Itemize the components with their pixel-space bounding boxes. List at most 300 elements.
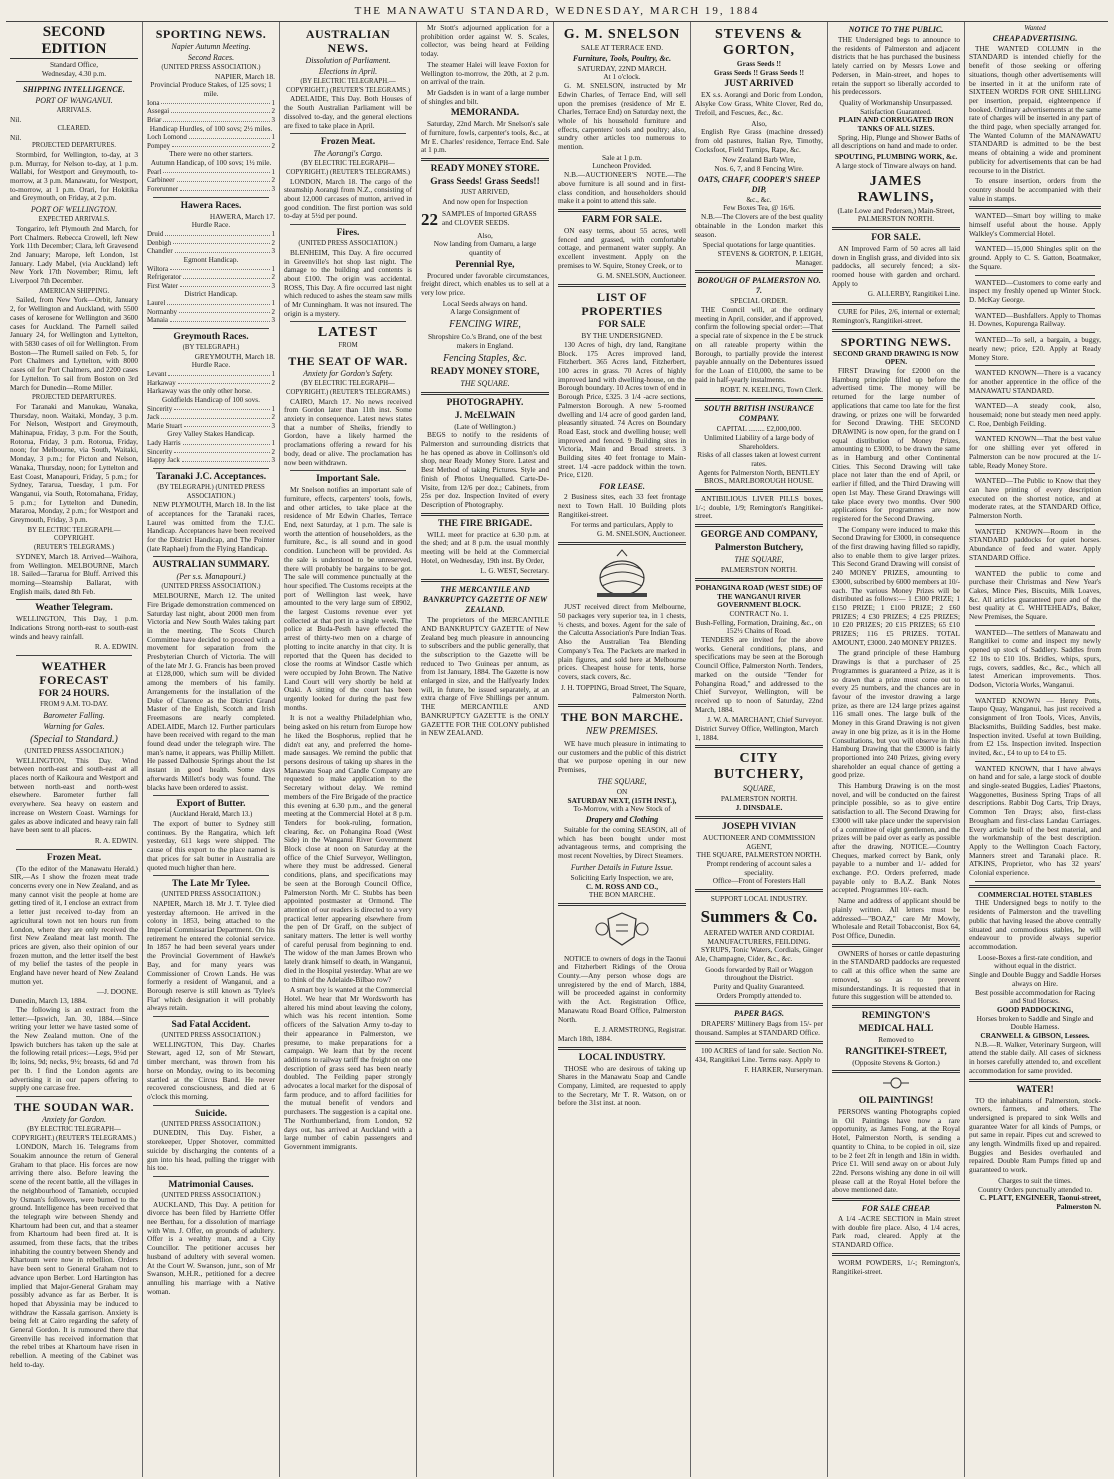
foresters-office: Office—Front of Foresters Hall [712,876,806,886]
summary-src: (UNITED PRESS ASSOCIATION.) [161,583,261,591]
special-standard: (Special to Standard.) [30,733,118,745]
george-pn: PALMERSTON NORTH. [720,565,798,575]
forecast-hours: FOR 24 HOURS. [38,689,110,700]
horse-name: Forerunner [147,185,179,194]
farm-for-sale: FARM FOR SALE. [582,214,662,225]
bon-marche-2: THE BON MARCHE. [588,890,656,900]
order-sign: ROBT. N. KEELING, Town Clerk. [720,385,823,395]
placing: 1 [271,369,275,378]
local-industry-heading: LOCAL INDUSTRY. [578,1052,666,1063]
land-for-sale: 100 ACRES of land for sale. Section No. 434, Rangitikei Line. Terms easy. Apply to [695,1045,823,1064]
cable-src: (REUTER'S TELEGRAMS.) [33,544,115,552]
results-goldfields [147,405,275,431]
special-src: (UNITED PRESS ASSOCIATION.) [24,747,124,755]
greymouth-src: (BY TELEGRAPH.) [182,343,240,351]
placing: 1 [271,264,275,273]
weather-sign: R. A. EDWIN. [94,642,138,652]
fires-heading: Fires. [336,228,360,239]
oats-chaff: OATS, CHAFF, COOPER'S SHEEP DIP, [698,174,820,194]
stables-text: THE Undersigned begs to notify to the residents of Palmerston and the travelling public that having leased the above centrally situated and commodious stables, he will endeavour to provide always superior accommodation. [969,898,1101,951]
horses-broken: Horses broken to Saddle and Single and Double Harness. [976,1013,1094,1032]
tenders-sign: J. W. A. MARCHANT, Chief Surveyor. [707,715,823,725]
the-square: THE SQUARE. [460,378,510,388]
rawlins-address: (Late Lowe and Pedersen,) Main-Street, PALMERSTON NORTH. [837,205,955,224]
matrimonial-src: (UNITED PRESS ASSOCIATION.) [161,1191,261,1199]
placing: 3 [271,421,275,430]
placing: 3 [271,281,275,290]
purity: Purity and Quality Guaranteed. [713,982,805,992]
race-result-row [147,405,275,414]
local-news-text-2: A smart boy is wanted at the Commercial Hotel. We hear that Mr Wordsworth has altered his mind about leaving the colony, which was his recent intention. Some officers of the Salvation Army to-day to their appearance in Palmerston, we presume, to make preparations for a campaign. We learn that by the recent additions to railway tariff the freight on one description of grass seed has been nearly doubled. The Feilding paper strongly advocates a local market for the disposal of farm produce, and to afford facilities for the mutual benefit of vendors and purchasers. The suggestion is a capital one. The Northumberland, from London, 92 days out, has arrived at Auckland with a large number of cabin passengers and Government immigrants. [284,985,412,1151]
rye-text: Procured under favorable circumstances, freight direct, which enables us to sell at a very low price. [421,270,549,298]
beehive-illustration [558,548,686,601]
cure-piles: CURE for Piles, 2/6, internal or external; Remington's, Rangitikei-street. [832,307,960,325]
liver-pills: ANTIBILIOUS LIVER PILLS boxes, 1/-; double, 1/9; Remington's Rangitikei-street. [695,494,823,521]
horse-name: Denbigh [147,238,172,247]
column-6 [691,22,828,1477]
horse-name: Pompey [147,141,170,150]
anxiety-gordon: Anxiety for Gordon. [42,1114,106,1124]
taranaki-text: NEW PLYMOUTH, March 18. In the list of acceptances for the Taranaki races, Laurel was omitted from the T.J.C. Handicap. Acceptances have been received for the District Handicap, and The Pointer (late Raphael) from the Flying Handicap. [147,500,275,553]
arrived-text: EX s.s. Aorangi and Doric from London, Alsyke Cow Grass, White Clover, Red do, Trefoil, and Fescues, &c., &c. [695,90,823,117]
horse-name: Briar [147,116,162,124]
james-rawlins: JAMES RAWLINS, [857,173,935,205]
special-quotes: Special quotations for large quantities. [702,240,816,250]
tinware: A large stock of Tinware always on hand. [835,160,957,170]
farm-sign: G. M. SNELSON, Auctioneer. [597,271,686,281]
race-result-row [147,239,275,248]
race-result-row [147,265,275,274]
departures-label: PROJECTED DEPARTURES. [32,142,116,150]
australian-text: ADELAIDE, This Day. Both Houses of the South Australian Parliament will be dissolved to-day, and the general elections are fixed to take place in April. [284,94,412,130]
race-result-row [147,133,275,142]
vivian-square: THE SQUARE, PALMERSTON NORTH. [696,850,822,860]
terms-sign: G. M. SNELSON, Auctioneer. [597,528,686,538]
soudan-src: (BY ELECTRIC TELEGRAPH—COPYRIGHT.) (REUTER'S TELEGRAMS.) [11,1125,137,1142]
column-4 [417,22,554,1477]
results-grey-hurdle [147,370,275,387]
water-text: TO the inhabitants of Palmerston, stock-owners, farmers, and others. The undersigned is prepared to sink Wells and guarantee Water for all kinds of Pumps, or put same in repair. Pipes cut and screwed to any length. Windmills fixed up and repaired. Buggies and Besides overhauled and repaired. Double Ram Pumps fitted up and guaranteed to work. [969,1095,1101,1175]
workmanship: Quality of Workmanship Unsurpassed. [839,97,953,107]
mcelwain-name: J. McELWAIN [454,410,516,421]
butter-src: (Auckland Herald, March 13.) [169,811,253,819]
city-pn: PALMERSTON NORTH. [720,794,798,804]
ensure-insertion: To ensure insertion, orders from the country should be accompanied with their value in stamps. [969,176,1101,203]
weather-text: WELLINGTON, This Day, 1 p.m. Indications Strong north-east to south-east winds and heavy rainfall. [10,614,138,641]
nz-barb: New Zealand Barb Wire, [722,155,796,165]
palette-ornament [832,1076,960,1093]
horse-name: Pearl [147,167,162,176]
south-british: SOUTH BRITISH INSURANCE COMPANY. [704,404,814,424]
from-label: FROM [338,342,358,350]
tenders-office: District Survey Office, Wellington, March 1, 1884. [695,724,819,742]
city-square: SQUARE, [742,784,776,794]
race-result-row [147,456,275,465]
results-hawera-hurdle [147,230,275,256]
just-arrived: JUST ARRIVED, [460,189,510,197]
fires-src: (UNITED PRESS ASSOCIATION.) [298,240,398,248]
race-result-row [147,448,275,457]
memoranda-heading: MEMORANDA. [450,108,520,119]
horse-name: First Water [147,281,178,290]
contract-no: CONTRACT No. 1. [729,608,789,618]
mercantile-heading: THE MERCANTILE AND BANKRUPTCY GAZETTE OF NEW ZEALAND. [422,585,548,615]
stott-application: Mr Stott's adjourned application for a prohibition order against W. S. Scales, collector, was being heard at Feilding today. [421,23,549,59]
wanted-ad: WANTED KNOWN—There is a vacancy for another apprentice in the office of the MANAWATU STANDARD. [969,368,1101,395]
wanted-ad: WANTED—Smart boy willing to make himself useful about the house. Apply Walkley's Commercial Hotel. [969,211,1101,238]
elections: Elections in April. [318,67,378,76]
arrivals-nil: Nil. [10,115,22,125]
napier-src: (UNITED PRESS ASSOCIATION.) [161,64,261,71]
clovers-note: N.B.—The Clovers are of the best quality obtainable in the London market this season. [695,212,823,239]
sale-text: G. M. SNELSON, instructed by Mr Edwin Charles, of Terrace End, will sell upon the premises (residence of Mr E. Charles, Terrace End) on Saturday next, the whole of his household furniture and effects, carpenters' tools and poultry; also, sundry other articles too numerous to mention. [558,81,686,152]
napier-meeting: Napier Autumn Meeting. [171,42,251,51]
projected-text: For Taranaki and Manukau, Wanaka, Thursday, noon. Waitaki, Monday, 3 p.m. For Nelson, Westport and Greymouth, Mahinapua, Friday, 3 p.m. For the South, Rotorua, Friday, 3 p.m. Rotorua, Friday, noon; for Melbourne, via South, Waitaki, Monday, 3 p.m.; for Picton and Nelson, Wanaka, Thursday, noon; for Lyttelton and East Coast, Manapouri, Friday, 5 p.m.; for Sydney, Tararua, Tuesday, 1 p.m. For Wanganui, via South, Rotomahana, Friday, 5 p.m.; for Lyttelton and Dunedin, Mararoa, Monday, 2 p.m.; for Westport and Greymouth, Friday, 3 p.m. [10,401,138,525]
column-2 [143,22,280,1477]
wanted-ad: WANTED KNOWN—Room in the STANDARD paddocks for quiet horses. Abundance of feed and water. Apply STANDARD Office. [969,526,1101,562]
horse-name: Harkaway [147,378,176,387]
tylee-heading: The Late Mr Tylee. [171,879,251,890]
suicide-heading: Suicide. [195,1108,227,1119]
results-provincial [147,99,275,125]
placing: 2 [271,378,275,387]
column-1 [6,22,143,1477]
wanted-ad: WANTED—The settlers of Manawatu and Rangitikei to come and inspect my newly opened up stock of Saddlery. Saddles from £2 10s to £10 10s. Bridles, whips, spurs, rugs, covers, saddles, &c., &c., which all latest American improvements. Thos. Dodson, Victoria Works, Wanganui. [969,627,1101,689]
english-rye: English Rye Grass (machine dressed) from old pastures, Italian Rye, Timothy, Cocksfoot, Field Turnips, Rape, &c. [695,127,823,154]
spouting: SPOUTING, PLUMBING WORK, &c. [834,152,958,162]
auctioneer-note: N.B.—AUCTIONEER'S NOTE.—The above furniture is all sound and in first-class condition, and householders should make it a point to attend this sale. [558,170,686,206]
further-details: Further Details in Future Issue. [570,862,674,872]
tylee-src: (UNITED PRESS ASSOCIATION.) [161,891,261,899]
placing: 2 [271,307,275,316]
risks: Risks of all classes taken at lowest current rates. [697,450,821,468]
masthead: THE MANAWATU STANDARD, WEDNESDAY, MARCH 19, 1884 [6,4,1108,22]
insurance-agents: Agents for Palmerston North, BENTLEY BROS., MARLBOROUGH HOUSE. [698,467,820,486]
photography-heading: PHOTOGRAPHY. [446,397,524,408]
for-sale-heading: FOR SALE. [871,232,921,243]
notice-public-text: THE Undersigned begs to announce to the residents of Palmerston and adjacent districts that he has purchased the business lately carried on by Messrs Lowe and Pedersen, in Main-street, and hopes to retain the support so liberally accorded to his predecessors. [832,35,960,97]
war-src: (BY ELECTRIC TELEGRAPH—COPYRIGHT.) (REUTER'S TELEGRAMS.) [285,380,411,396]
gadsden-notice: Mr Gadsden is in want of a large number of shingles and bilt. [421,87,549,106]
placing: 1 [271,439,275,448]
placing: 1 [271,98,275,107]
race-result-row [147,370,275,379]
placing: 2 [271,141,275,150]
fatal-text: WELLINGTON, This Day. Charles Stewart, aged 12, son of Mr Stewart, timber merchant, was thrown from his horse on Monday, owing to its becoming startled at the Circus Band. He never recovered consciousness, and died at 6 o'clock this morning. [147,1039,275,1101]
charges: Charges to suit the times. [998,1175,1072,1185]
dinsdale: J. DINSDALE. [735,803,783,813]
prompt-rendering: Prompt rendering of account sales a speciality. [706,859,812,877]
terms-text: For terms and particulars, Apply to [570,520,674,530]
district-handicap: District Handicap. [184,289,238,299]
harker-sign: F. HARKER, Nurseryman. [744,1065,823,1075]
placing: 3 [271,185,275,194]
oil-paintings: OIL PAINTINGS! [858,1096,934,1107]
stevens-gorton: STEVENS & GORTON, [715,27,803,58]
placing: 1 [271,404,275,413]
second-races: Second Races. [187,53,235,62]
frozen-sign: —J. DOONE. [96,987,138,997]
australian-summary-heading: AUSTRALIAN SUMMARY. [152,560,270,571]
wanted-ad: WANTED KNOWN — Henry Potts, Taupo Quay, Wanganui, has just received a consignment of Iron Tools, Vices, Anvils, Blacksmiths, Building Saddles, best make. Inspection invited. Useful at town Building, from £2 15s. Inspection invited. Inspection invited, &c., £4 to up to £4 to £5. [969,695,1101,757]
cranwell-gibson: CRANWELL & GIBSON, Lessees. [980,1031,1090,1041]
grass-seeds-2: Grass Seeds !! Grass Seeds !! [713,67,805,77]
loose-boxes: Loose-Boxes a first-rate condition, and without equal in the district. [977,952,1093,971]
race-result-row [147,185,275,194]
fires-text: BLENHEIM, This Day. A fire occurred in Greenville's hot shop last night. The damage to the building and contents is about £100. The origin was accidental. ROSS, This Day. A fire occurred last night which reduced to ashes the steam saw mills of Mr Cunningham. It was not insured. The origin is a mystery. [284,247,412,318]
placing: 2 [271,107,275,116]
for-sale-text: AN Improved Farm of 50 acres all laid down in English grass, and divided into six paddocks, all securely fenced; a six-roomed house with garden and orchard. Apply to [832,243,960,288]
soudan-heading: THE SOUDAN WAR. [13,1099,135,1114]
owners-notice: OWNERS of horses or cattle depasturing in the STANDARD paddocks are requested to call at this office when the same are removed, so as to prevent misunderstandings. It is requested that in future this suggestion will be attended to. [832,948,960,1002]
topping-sign: J. H. TOPPING, Broad Street, The Square, Palmerston North. [560,682,686,701]
george-square: THE SQUARE, [734,555,784,565]
important-sale-heading: Important Sale. [316,474,380,485]
syrups-text: SYRUPS, Tonic Waters, Cordials, Ginger Ale, Champagne, Cider, &c., &c. [695,945,823,963]
drapery-clothing: Drapery and Clothing [585,815,659,824]
horse-name: Levant [147,369,167,378]
barometer: Barometer Falling. [43,710,105,720]
samples-count: 22 [421,209,438,229]
second-drawing: SECOND GRAND DRAWING IS NOW OPEN. [833,348,959,367]
race-result-row [147,107,275,116]
placing: 1 [271,133,275,142]
cleared-label: CLEARED. [57,124,91,132]
fencing-nos: Nos. 6, 7, and 8 Fencing Wire. [714,164,804,174]
best-accommodation: Best possible accommodation for Racing and Stud Horses. [975,987,1095,1006]
for-lease: FOR LEASE. [599,482,645,492]
bon-text-2: Suitable for the coming SEASON, all of which has been bought under most advantageous terms, and comprising the most recent Novelties, by Direct Steamers. [558,825,686,861]
butter-heading: Export of Butter. [176,799,246,810]
drawing-text: FIRST Drawing for £2000 on the Hamburg principle filled up before the advertised time. The money will be returned for the large number of applications that came too late for the first drawing, or prizes one will be forwarded for Second Drawing. THE SECOND DRAWING is now open, for the grand on I equal distribution of Money Prizes, amounting to £3000, to be drawn the same as in Hamburg and other Continental Cities. This Second Drawing will take place not later than the end of April, or earlier if filled, and the Third Drawing will open 1st May. These Grand Drawings will take place every two months. Over 900 applications for programmes are now registered for the Second Drawing. [832,365,960,523]
capital: CAPITAL ......... £2,000,000. [716,424,802,434]
suicide-text: DUNEDIN, This Day. Fisher, a storekeeper, Upper Shotover, committed suicide by discharging the contents of a gun into his head, pulling the trigger with his toe. [147,1128,275,1173]
oil-text: PERSONS wanting Photographs copied in Oil Paintings have now a rare opportunity, as James Fong, at the Royal Hotel, Palmerston North, is sending a quantity to China, to be copied in oil, size to be 2 feet 2ft in length and 18in in width. Price £1. Will send away on or about July 22nd. Persons wishing any done in oil will please call at the Royal Hotel before the above mentioned date. [832,1107,960,1195]
forecast-from: FROM 9 A.M. TO-DAY. [40,701,108,709]
properties-for-sale: FOR SALE [598,320,646,331]
medical-hall: MEDICAL HALL [858,1023,934,1034]
fire-brigade-text: WILL meet for practice at 6.30 p.m. at the shed; and at 8 p.m. the usual monthly meeting will be held at the Commercial Hotel, on Wednesday, 19th inst. By Order, [421,529,549,565]
bush-felling: Bush-Felling, Formation, Draining, &c., on 152½ Chains of Road. [695,617,823,636]
also-1: Also, [477,230,493,240]
results-district [147,299,275,325]
horse-name: Sincerity [147,404,173,413]
butter-text: The export of butter to Sydney still continues. By the Rangatira, which left yesterday, 611 kegs were shipped. The cause of this export to the place named is that prices for salt butter in Australia are quoted much higher than here. [147,819,275,872]
mercantile-text: The proprietors of the MERCANTILE AND BANKRUPTCY GAZETTE of New Zealand beg much pleasure in announcing to subscribers and the public generally, that the subscription to the Gazette will be reduced to Two Guineas per annum, as from 1st January, 1884. The Gazette is now enlarged in size, and the Halfyearly Index will, in future, be issued separately, at an extra charge of Five Shillings per annum. THE MERCANTILE AND BANKRUPTCY GAZETTE is the ONLY GAZETTE FOR THE COLONY published in NEW ZEALAND. [421,615,549,738]
wanted-ad: WANTED—To sell, a bargain, a buggy, nearly new; price, £20. Apply at Ready Money Store. [969,335,1101,362]
fencing-staples: Fencing Staples, &c. [443,352,527,364]
placing: 2 [271,238,275,247]
race-result-row [147,176,275,185]
oats-etc: &c., &c. [746,194,772,204]
cm-ross: C. M. ROSS AND CO., [585,881,659,891]
american-label: AMERICAN SHIPPING. [38,287,110,295]
horse-name: Normanby [147,307,177,316]
wanted-ad: WANTED—Bushfallers. Apply to Thomas H. Downes, Kopurenga Railway. [969,310,1101,329]
remington: REMINGTON'S [861,1010,931,1021]
bon-on: ON [616,786,628,796]
drapers-bags: DRAPERS' Millinery Bags from 15/- per thousand. Samples at STANDARD Office. [695,1019,823,1038]
cleared-nil: Nil. [10,132,22,142]
matrimonial-heading: Matrimonial Causes. [168,1179,254,1190]
hawera-heading: Hawera Races. [180,200,242,211]
support-local: SUPPORT LOCAL INDUSTRY. [710,894,808,904]
special-text: WELLINGTON, This Day. Wind between north-east and south-east at all places north of Kaikoura and Westport and between north-east and north-west elsewhere. Barometer further fall everywhere. Sea heavy on eastern and increase on Western Coast. Warnings for gales as above indicated and heavy rain fall have been sent to all places. [10,755,138,835]
auctioneer-agent: AUCTIONEER AND COMMISSION AGENT, [702,832,816,851]
sale-saturday: SATURDAY, 22ND MARCH. [577,63,667,73]
results-hurdles [147,133,275,150]
weather-heading: Weather Telegram. [35,603,113,614]
wanted-ad: WANTED KNOWN, that I have always on hand and for sale, a large stock of double and single-seated Buggies, Ladies' Phaetons, Waggonettes, Business Spring Traps of all descriptions. Rabbit Dog Carts, Trip Drays, Common Ten Drays; also, first-class Brougham and first-class Landau Carriages. Every article built of the best material, and the workmanship of the best description. Apply to the Wellington Coach Factory, Manners street and Taranaki place. R. ATKINS, Proprietor, who has 32 years' Colonial experience. [969,763,1101,878]
greymouth-heading: Greymouth Races. [173,331,249,342]
seat-of-war: THE SEAT OF WAR. [288,354,408,369]
tea-text: JUST received direct from Melbourne, 50 packages very superior tea, in 1 chests, ½ chests, and boxes. Agent for the sale of the Calcutta Association's Pure Indian Teas. Also the Australian Tea Blending Company's Tea. The Packets are marked in plain figures, and sold here at Melbourne prices. Cheapest house for tents, horse covers, stack covers, &c. [558,602,686,681]
australian-news-heading: AUSTRALIAN NEWS. [305,27,391,55]
cheap-advertising: CHEAP ADVERTISING. [992,33,1078,43]
australian-src: (BY ELECTRIC TELEGRAPH.—COPYRIGHT.) (REUTER'S TELEGRAMS.) [285,78,411,94]
fatal-src: (UNITED PRESS ASSOCIATION.) [161,1032,261,1040]
horse-name: Loch Lomond [147,133,187,142]
dissolution: Dissolution of Parliament. [305,56,391,65]
special-order-text: THE Council will, at the ordinary meeting in April, consider, and if approved, confirm the following special order:—That a special rate of sixpence in the £ be struck on all rateable property within the Borough, to partially provide the interest payable annually on the Debentures issued for the Loan of £10,000, the same to be paid in half-yearly instalments. [695,305,823,384]
napier-dateline: NAPIER, March 18. [215,71,275,81]
suicide-src: (UNITED PRESS ASSOCIATION.) [161,1120,261,1128]
horse-name: Druid [147,230,164,239]
horse-name: Happy Jack [147,456,180,465]
properties-list: 130 Acres of high, dry land, Rangitane Block. 175 Acres improved land, Fitzherbert. 365 Acres land, Fitzherbert, 100 acres in grass. 70 Acres of highly improved land with dwelling-house, on the Borough boundary. 10 Acres town of end in Borough Price, £325. 3 1/4 -acre sections, Palmerston Borough. A new 5-roomed dwelling and 1/4 acre of good garden land, pleasantly situated. 74 Acres on Boundary Road East, stock and dwelling house; well improved and fenced. 9 Building sites in Victoria, Main and Broad streets. 3 Building sites 40 feet frontage to Main-street. 1/4 -acre paddock within the town. Price, £120. [558,339,687,480]
bon-square: THE SQUARE, [597,776,647,786]
soudan-text: LONDON, March 16. Telegrams from Souakim announce the return of General Graham to that place. His forces are now arriving there also. Before leaving the scene of the recent battle, all the villages in the neighbourhood of Tamanieb, occupied by Osman's followers, were burned to the ground. Intelligence has been received that the telegraph wire between Shendy and Khartoum had been cut, and that a steamer from Khartoum had been fired at. It is assumed, from these facts, that the tribes inhabiting the country between Shendy and Khartoum were now in rebellion. Orders have been sent to General Graham not to advance upon Berber. Lord Hartington has implied that Major-General Graham may possibly advance as far as Berber. It is hoped that Abyssinia may be induced to withdraw the Kassala garrison. Anxiety is being felt at Cairo regarding the safety of General Gordon. It is rumoured there that Greenville has received information that the rebel tribes at Khartoum have risen in rebellion. A meeting of the Cabinet was held to-day. [10,1142,138,1369]
bon-text: WE have much pleasure in intimating to our customers and the public of this district that we purpose opening in our new Premises, [558,739,686,775]
drawing-text-2: The Company were induced to make this Second Drawing for £3000, in consequence of the first drawing having filled so rapidly, also to enable them to give larger prizes. This Second Grand Drawing will consist of 240 MONEY PRIZES, amounting to £3000, subscribed by 6000 members at 10/- each. The various Money Prizes will be distributed as follows:— 1 £300 PRIZE; 1 £150 PRIZE; 1 £100 PRIZE; 2 £60 PRIZES; 4 £30 PRIZES; 4 £25 PRIZES; 10 £20 PRIZES; 20 £15 PRIZES; 65 £10 PRIZES; 116 £5 PRIZES. TOTAL AMOUNT, £3000. 240 MONEY PRIZES. [832,524,960,647]
results-grey-valley [147,439,275,465]
grass-seeds-1: Grass Seeds !! [736,59,782,68]
lease-text: 2 Business sites, each 33 feet frontage next to Town Hall. 10 Building plots Rangitikei-street. [558,492,686,519]
summary-text: MELBOURNE, March 12. The united Fire Brigade demonstration commenced on Saturday last night, about 2000 men from Victoria and New South Wales taking part in the meeting. The Scots Church Committee have decided to proceed with a movement for separation from the Presbyterian Church of Victoria. The will of the late Mr J. G. Francis has been proved at £128,000, which sum will be divided among the members of his family. Arrangements for the installation of the Duke of Clarence as the District Grand Master of the English, Scotch and Irish Freemasons are nearly completed. ADELAIDE, March 12. Further particulars have been received with regard to the man found dead under the telegraph wire. The man's name, it appears, was Phillip Millett. He passed Dalhousie Springs about the 1st instant in good health. Some days afterwards Millett's body was found. The blacks have been ordered to assist. [147,591,275,792]
placing: 2 [271,413,275,422]
shropshire-brand: Shropshire Co.'s Brand, one of the best makers in England. [428,332,542,350]
results-autumn [147,168,275,194]
sale-terrace-end: SALE AT TERRACE END. [580,43,664,52]
unlimited: Unlimited Liability of a large body of Shareholders. [703,432,815,451]
country-orders: Country Orders punctually attended to. [977,1184,1093,1194]
race-result-row [147,439,275,448]
american-text: Sailed, from New York—Orbit, January 2, for Wellington and Auckland, with 5500 cases of kerosene for Wellington and 3600 cases for Auckland. The Parnell sailed January 24, for Wellington and Lyttelton, with 5830 cases of oil for Wellington. From Boston—The Rumell sailed on Feb. 5, for Port Chalmers and Lyttelton, with 8000 cases oil for Port Chalmers, and 2200 cases for Lyttelton. To sail from Boston on 3rd March for Dunedin—Rome Miller. [10,295,138,392]
boxes-tea: Few Boxes Tea, @ 16/6. [723,203,795,213]
race-result-row [147,273,275,282]
single-double: Single and Double Buggy and Saddle Horses always on Hire. [969,970,1101,988]
frozen-text-2: The following is an extract from the letter:—Ipswich, Jan. 30, 1884.—Since writing your letter we have tasted some of the New Zealand mutton. One of the Ipswich butchers has taken up the sale at the following retail prices:—Legs, 9½d per lb; loins, 9d; necks, 9½; breasts, 6d and 7d per lb. I find the London agents are advertising it in our papers offering to supply one carcase free. [10,1004,138,1093]
baths-text: Spring, Hip, Plunge and Shower Baths of all descriptions on hand and made to order. [832,132,960,151]
column-5 [554,22,691,1477]
wanted-column-text: THE WANTED COLUMN in the STANDARD is intended chiefly for the benefit of those seeking or offering situations, though other advertisements will be inserted in it at the uniform rate of SIXTEEN WORDS FOR ONE SHILLING per insertion, prepaid, eighteenpence if booked. Ordinary advertisements at the same rate of charges will be inserted in any part of the third page, when specially arranged for. The Wanted Column of the MANAWATU STANDARD is admitted to be the best means of obtaining a wide and prominent publicity for advertisements that can be had recourse to in the District. [969,43,1101,175]
edition-title: SECOND EDITION [10,24,138,59]
tenders-text: TENDERS are invited for the above works. General conditions, plans, and specifications may be seen at the Borough Council Office, Palmerston North. Tenders, marked on the outside "Tender for Pohangina Road," and addressed to the Chief Surveyor, Wellington, will be received up to noon of Saturday, 22nd March, 1884. [695,635,823,714]
greymouth-date: GREYMOUTH, March 18. [194,351,275,361]
opposite: (Opposite Stevens & Gorton.) [852,1057,940,1067]
coat-of-arms-emblem [558,909,686,952]
taranaki-heading: Taranaki J.C. Acceptances. [155,471,267,482]
drawing-text-4: This Hamburg Drawing is on the most novel, and will be conducted on the fairest principle possible, so as to give entire satisfaction to all. The Second Drawing for £3000 will take place under the supervision of a committee of eight gentlemen, and the prizes will be paid over as early as possible after the drawing. NOTICE.—Country Cheques, marked correct by Bank, only payable to a number and 1/- added for exchange. P.O. Orders preferred, made payable only to B.A.Z. Bank Notes accepted. Programmes 10/- each. [832,781,960,895]
goods-forwarded: Goods forwarded by Rail or Waggon throughout the District. [705,964,813,983]
wanted-ad: WANTED—A steady cook, also, housemaid; none but steady men need apply. C. Roe, Denbigh Feilding. [969,401,1101,428]
open-inspection: And now open for Inspection [442,196,528,206]
latest-heading: LATEST [317,325,379,341]
cheap-text: A 1/4 -ACRE SECTION in Main street with double fire place. Also, 4 1/4 acres, Park road, cleared. Apply at the STANDARD Office. [832,1214,960,1250]
special-order: SPECIAL ORDER. [730,296,788,306]
just-arrived-heading: JUST ARRIVED [724,79,794,90]
grey-valley-stakes: Grey Valley Stakes Handicap. [167,429,255,439]
fatal-heading: Sad Fatal Accident. [171,1020,251,1031]
tylee-text: NAPIER, March 18. Mr J. T. Tylee died yesterday afternoon. He arrived in the colony in 1853, being attached to the Imperial Commissariat Department. On his retirement he entered the colonial service. In 1857 he had been several years under the Provincial Government of Hawke's Bay, and for many years was Commissioner of Crown Lands. He was formerly a resident of Wanganui, and a Borough reserve is still known as 'Tylee's Flat' which designation it will probably always retain. [147,898,275,1013]
placing: 3 [271,316,275,325]
local-industry-text: THOSE who are desirous of taking up Shares in the Manawatu Soap and Candle Company, Limited, are requested to apply to the Secretary, Mr T. R. Watson, on or before the 31st inst. at noon. [558,1063,686,1108]
placing: 3 [271,456,275,465]
hurdle-race: Hurdle Race. [191,220,231,230]
expected-text: Tongariro, left Plymouth 2nd March, for Port Chalmers. Rebecca Crowell, left New York 11th December; Clara, left Gravesend 2nd January; Marope, left London, 1st January. Lady Mabel, (via Auckland) left New York 17th November; Rimu, left Liverpool 7th December. [10,223,138,286]
column-3 [280,22,417,1477]
good-paddocking: GOOD PADDOCKING, [996,1004,1074,1014]
local-seeds: Local Seeds always on hand. [442,298,528,308]
war-text: CAIRO, March 17. No news received from Gordon later than 11th inst. Some anxiety in consequence. Latest news states that a number of Sheiks, friendly to Gordon, have a likely harmed the proclamations offering a reward for his body, dead or alive. The proclamation has now been withdrawn. [284,396,412,467]
handicap-hurdles: Handicap Hurdles, of 100 sovs; 2½ miles. [149,123,273,133]
horse-name: Wiltora [147,264,169,273]
expected-label: EXPECTED ARRIVALS. [38,216,110,224]
stevens-sign: STEVENS & GORTON, P. LEIGH, Manager. [717,248,823,267]
local-news-text: It is not a wealthy Philadelphian who, being asked on his return from Europe how he liked the Bosphorus, replied that he didn't eat any, and preferred the home-made sausages. We remind the public that persons desirous of taking up shares in the Manawatu Soap and Candle Company are requested to make application to the Secretary without delay. We remind members of the Fire Brigade of the practice this evening at 6.30 p.m., and the general meeting at the Commercial Hotel at 8 p.m. Tenders for book-ruling, formation, clearing, &c. on Pohangina Road (West Side) in the Wanganui River Government Block close at noon on Saturday at the office of the Chief Surveyor, Wellington, where they must be addressed. General conditions, plans, and specifications may be seen at the Borough Council Office, Palmerston North. Mr C. Stubbs has been appointed postmaster at Ormond. The attention of our readers is directed to a very practical letter appearing elsewhere from the pen of Dr Graff, on the subject of sanitary matters. The letter is well worthy of careful perusal from beginning to end. The widow of the man James Brown who lately drank himself to death, in Wanganui, died in the Hospital yesterday. What are we to think of the Adelaide-Bilbao row? [284,713,412,984]
placing: 3 [271,247,275,256]
aerated-water: AERATED WATER AND CORDIAL MANUFACTURERS, FEILDING. [703,927,815,946]
satisfaction: Satisfaction Guaranteed. [860,106,932,116]
autumn-handicap: Autumn Handicap, of 100 sovs; 1½ mile. [150,158,272,168]
water-heading: WATER! [1016,1084,1054,1095]
horse-name: Chandler [147,247,173,256]
wanted-ad: WANTED—The Public to Know that they can have printing of every description executed on the shortest notice, and at moderate rates, at the STANDARD Office, Palmerston North. [969,476,1101,521]
goldfields-handicap: Goldfields Handicap of 100 sovs. [162,394,260,404]
race-result-row [147,299,275,308]
vet-note: N.B.—R. Walker, Veterinary Surgeon, will attend the stable daily. All cases of sickness in horses carefully attended to, and excellent accommodation for same provided. [969,1039,1101,1075]
port-wellington: PORT OF WELLINGTON. [30,205,118,215]
placing: 1 [271,230,275,239]
column-7 [828,22,965,1477]
frozen-text: (To the editor of the Manawatu Herald.) SIR,—As I show the frozen meat trade concerns every one in New Zealand, and as many cannot visit the people at home are getting tired of it, I enclose an extract from a letter just received to-day from an agricultural town not ten hours run from London, where they are only received the first New Zealand meat last month. The prices are given, also their opinion of our frozen mutton, and the letter itself the best of my belief the tastes of the people in England have never heard of New Zealand mutton yet. [10,863,138,986]
notice-date: March 18th, 1884. [558,1033,612,1043]
iron-tanks: PLAIN AND CORRUGATED IRON TANKS OF ALL SIZES. [838,115,954,134]
provincial-stakes: Provincial Produce Stakes, of 125 sovs; 1 mile. [150,80,272,99]
frozen-text-3: LONDON, March 18. The cargo of the steamship Aorangi from N.Z., consisting of about 12,000 carcases of mutton, arrived in good condition. The first portion was sold to-day at 5½d per pound. [284,176,412,221]
hawera-date: HAWERA, March 17. [209,211,275,221]
horse-name: Carbineer [147,176,175,185]
horse-name: Lady Harris [147,439,181,448]
placing: 2 [271,447,275,456]
frozen-meat-heading-2: Frozen Meat. [320,137,376,148]
allerby-sign: G. ALLERBY, Rangitikei Line. [867,289,960,299]
horse-name: Manaia [147,316,168,325]
forecast-heading: WEATHER FORECAST [39,659,109,688]
steamer-notice: The steamer Halei will leave Foxton for Wellington to-morrow, the 20th, at 2 p.m. on arrival of the train. [421,59,549,87]
gale-warning: Warning for Gales. [43,721,105,731]
wanted-ad: WANTED the public to come and purchase their Christmas and New Year's Cakes, Mince Pies, Biscuits, Milk Loaves, &c. All articles guaranteed pure and of the best quality at C. WHITEHEAD's, Baker, New Premises, the Square. [969,568,1101,622]
borough-heading: BOROUGH OF PALMERSTON NO. 7. [697,276,821,296]
notice-public: NOTICE TO THE PUBLIC. [848,25,944,34]
ready-money-store: READY MONEY STORE. [430,164,540,175]
for-sale-cheap: FOR SALE CHEAP. [861,1204,931,1214]
list-properties: LIST OF PROPERTIES [581,290,663,319]
city-butchery: CITY BUTCHERY, [713,751,805,783]
summers-co: Summers & Co. [700,906,818,926]
placing: 2 [271,273,275,282]
cable-head: BY ELECTRIC TELEGRAPH.—COPYRIGHT. [27,526,121,543]
